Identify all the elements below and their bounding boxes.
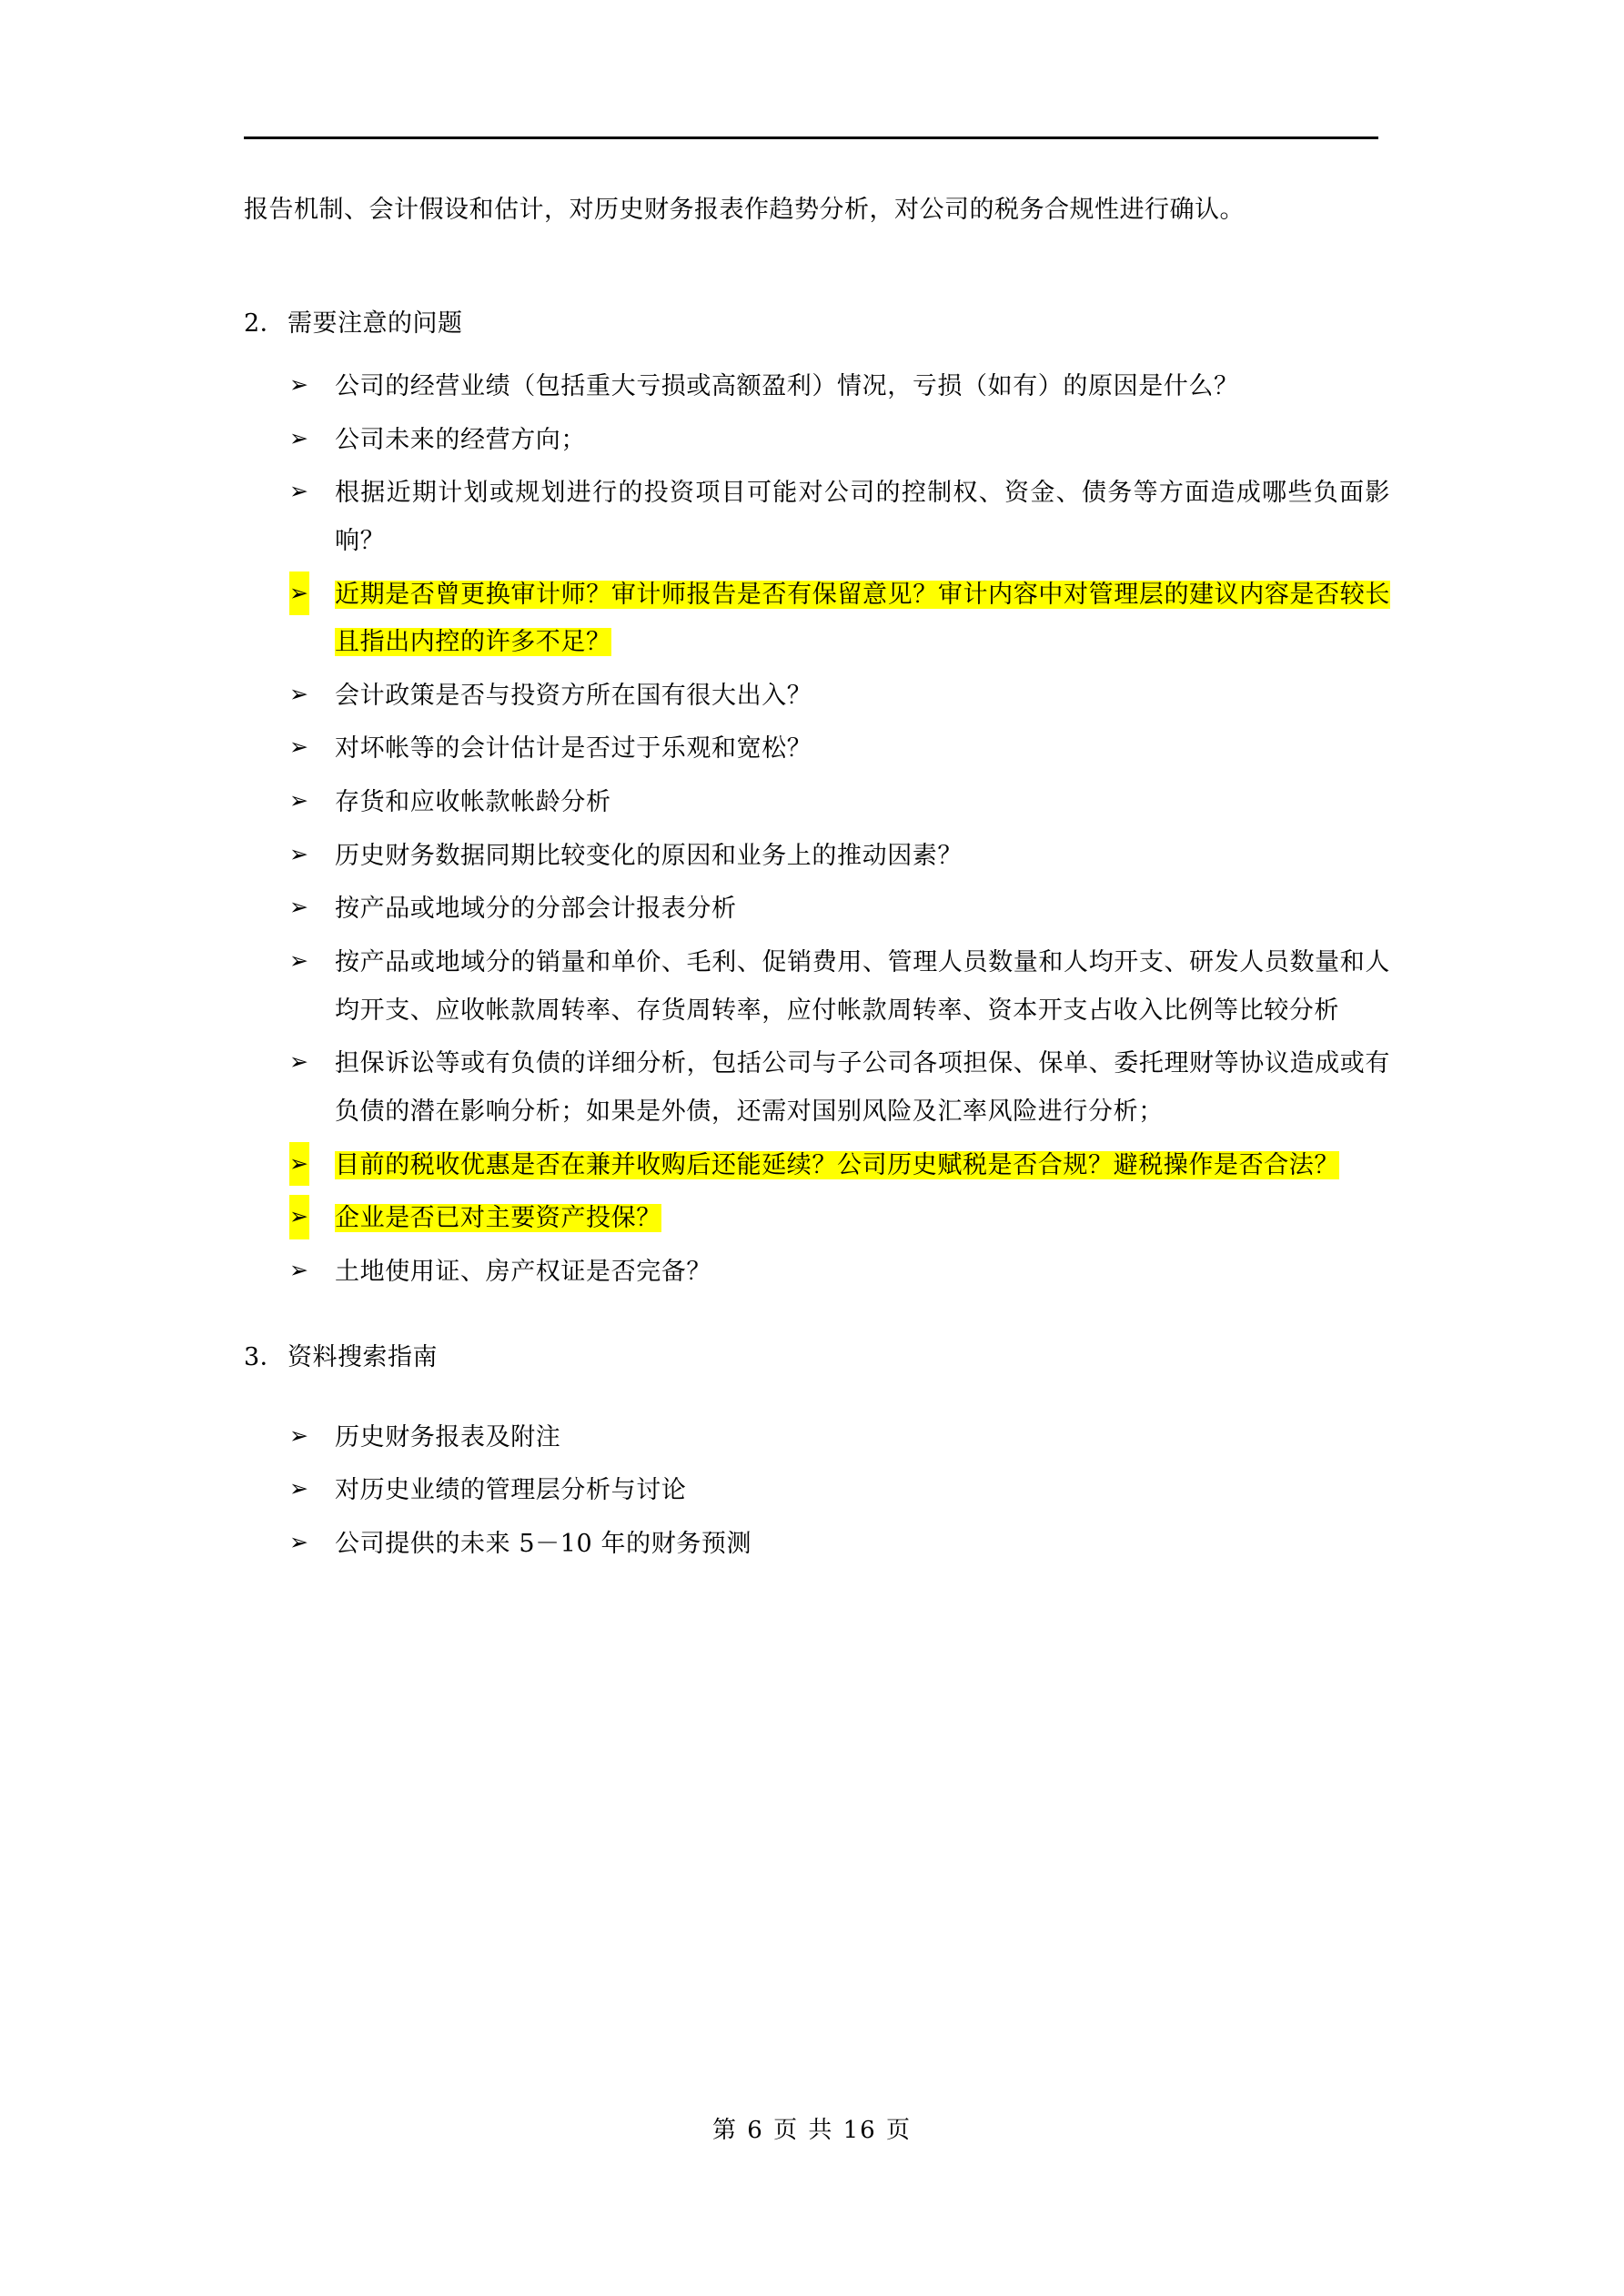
section-title-3: 资料搜索指南 [287,1343,438,1372]
header-divider [244,137,1378,139]
bullet-arrow-icon: ➢ [289,1048,309,1076]
page-content [244,187,1390,1574]
list-item-text: 对坏帐等的会计估计是否过于乐观和宽松？ [335,734,812,764]
section-number-2: 2． [244,308,286,338]
list-item [244,1040,1390,1136]
list-item-text: 公司提供的未来 5－10 年的财务预测 [335,1530,752,1559]
section-3-list [244,1414,1390,1569]
section-number-3: 3． [244,1343,286,1372]
list-item [244,1249,1390,1297]
intro-paragraph: 报告机制、会计假设和估计，对历史财务报表作趋势分析，对公司的税务合规性进行确认。 [244,196,1245,224]
list-item-text: 根据近期计划或规划进行的投资项目可能对公司的控制权、资金、债务等方面造成哪些负面影响？ [335,479,1390,555]
bullet-arrow-icon: ➢ [289,571,309,616]
list-item [244,673,1390,721]
bullet-arrow-icon: ➢ [289,478,309,505]
list-item-text: 目前的税收优惠是否在兼并收购后还能延续？公司历史赋税是否合规？避税操作是否合法？ [335,1150,1339,1179]
section-title-2: 需要注意的问题 [287,308,463,338]
list-item-text: 担保诉讼等或有负债的详细分析，包括公司与子公司各项担保、保单、委托理财等协议造成或有负债的潜在影响分析；如果是外债，还需对国别风险及汇率风险进行分析； [335,1049,1390,1126]
list-item-text: 对历史业绩的管理层分析与讨论 [335,1476,687,1505]
bullet-arrow-icon: ➢ [289,733,309,761]
list-item-text: 土地使用证、房产权证是否完备？ [335,1257,711,1286]
list-item-highlighted [244,571,1390,667]
list-item [244,417,1390,465]
bullet-arrow-icon: ➢ [289,680,309,707]
list-item-text: 近期是否曾更换审计师？审计师报告是否有保留意见？审计内容中对管理层的建议内容是否较长且指出内控的许多不足？ [335,580,1390,657]
section-2-list [244,363,1390,1297]
list-item [244,885,1390,934]
list-item [244,363,1390,411]
bullet-arrow-icon: ➢ [289,370,309,398]
list-item-text: 公司的经营业绩（包括重大亏损或高额盈利）情况，亏损（如有）的原因是什么？ [335,371,1239,400]
list-item-text: 按产品或地域分的销量和单价、毛利、促销费用、管理人员数量和人均开支、研发人员数量和人均开支、应收帐款周转率、存货周转率，应付帐款周转率、资本开支占收入比例等比较分析 [335,947,1390,1025]
list-item [244,1521,1390,1569]
bullet-arrow-icon: ➢ [289,1142,309,1187]
bullet-arrow-icon: ➢ [289,946,309,974]
list-item [244,1467,1390,1515]
list-item-highlighted [244,1195,1390,1243]
list-item [244,1414,1390,1462]
list-item-text: 按产品或地域分的分部会计报表分析 [335,895,737,924]
bullet-arrow-icon: ➢ [289,1256,309,1283]
list-item-text: 企业是否已对主要资产投保？ [335,1204,661,1233]
bullet-arrow-icon: ➢ [289,840,309,867]
list-item-text: 公司未来的经营方向； [335,425,586,454]
bullet-arrow-icon: ➢ [289,787,309,814]
list-item-text: 历史财务数据同期比较变化的原因和业务上的推动因素？ [335,841,963,870]
bullet-arrow-icon: ➢ [289,894,309,921]
page-footer: 第 6 页 共 16 页 [712,2117,912,2144]
bullet-arrow-icon: ➢ [289,1421,309,1449]
bullet-arrow-icon: ➢ [289,424,309,451]
bullet-arrow-icon: ➢ [289,1475,309,1502]
list-item-text: 存货和应收帐款帐龄分析 [335,788,611,817]
section-heading-2 [244,300,1390,347]
list-item [244,939,1390,1035]
bullet-arrow-icon: ➢ [289,1195,309,1239]
list-item-text: 会计政策是否与投资方所在国有很大出入？ [335,681,812,710]
list-item [244,833,1390,881]
list-item-highlighted [244,1142,1390,1190]
list-item [244,725,1390,774]
bullet-arrow-icon: ➢ [289,1529,309,1556]
list-item [244,470,1390,565]
list-item [244,779,1390,827]
list-item-text: 历史财务报表及附注 [335,1422,561,1451]
section-heading-3 [244,1334,1390,1381]
